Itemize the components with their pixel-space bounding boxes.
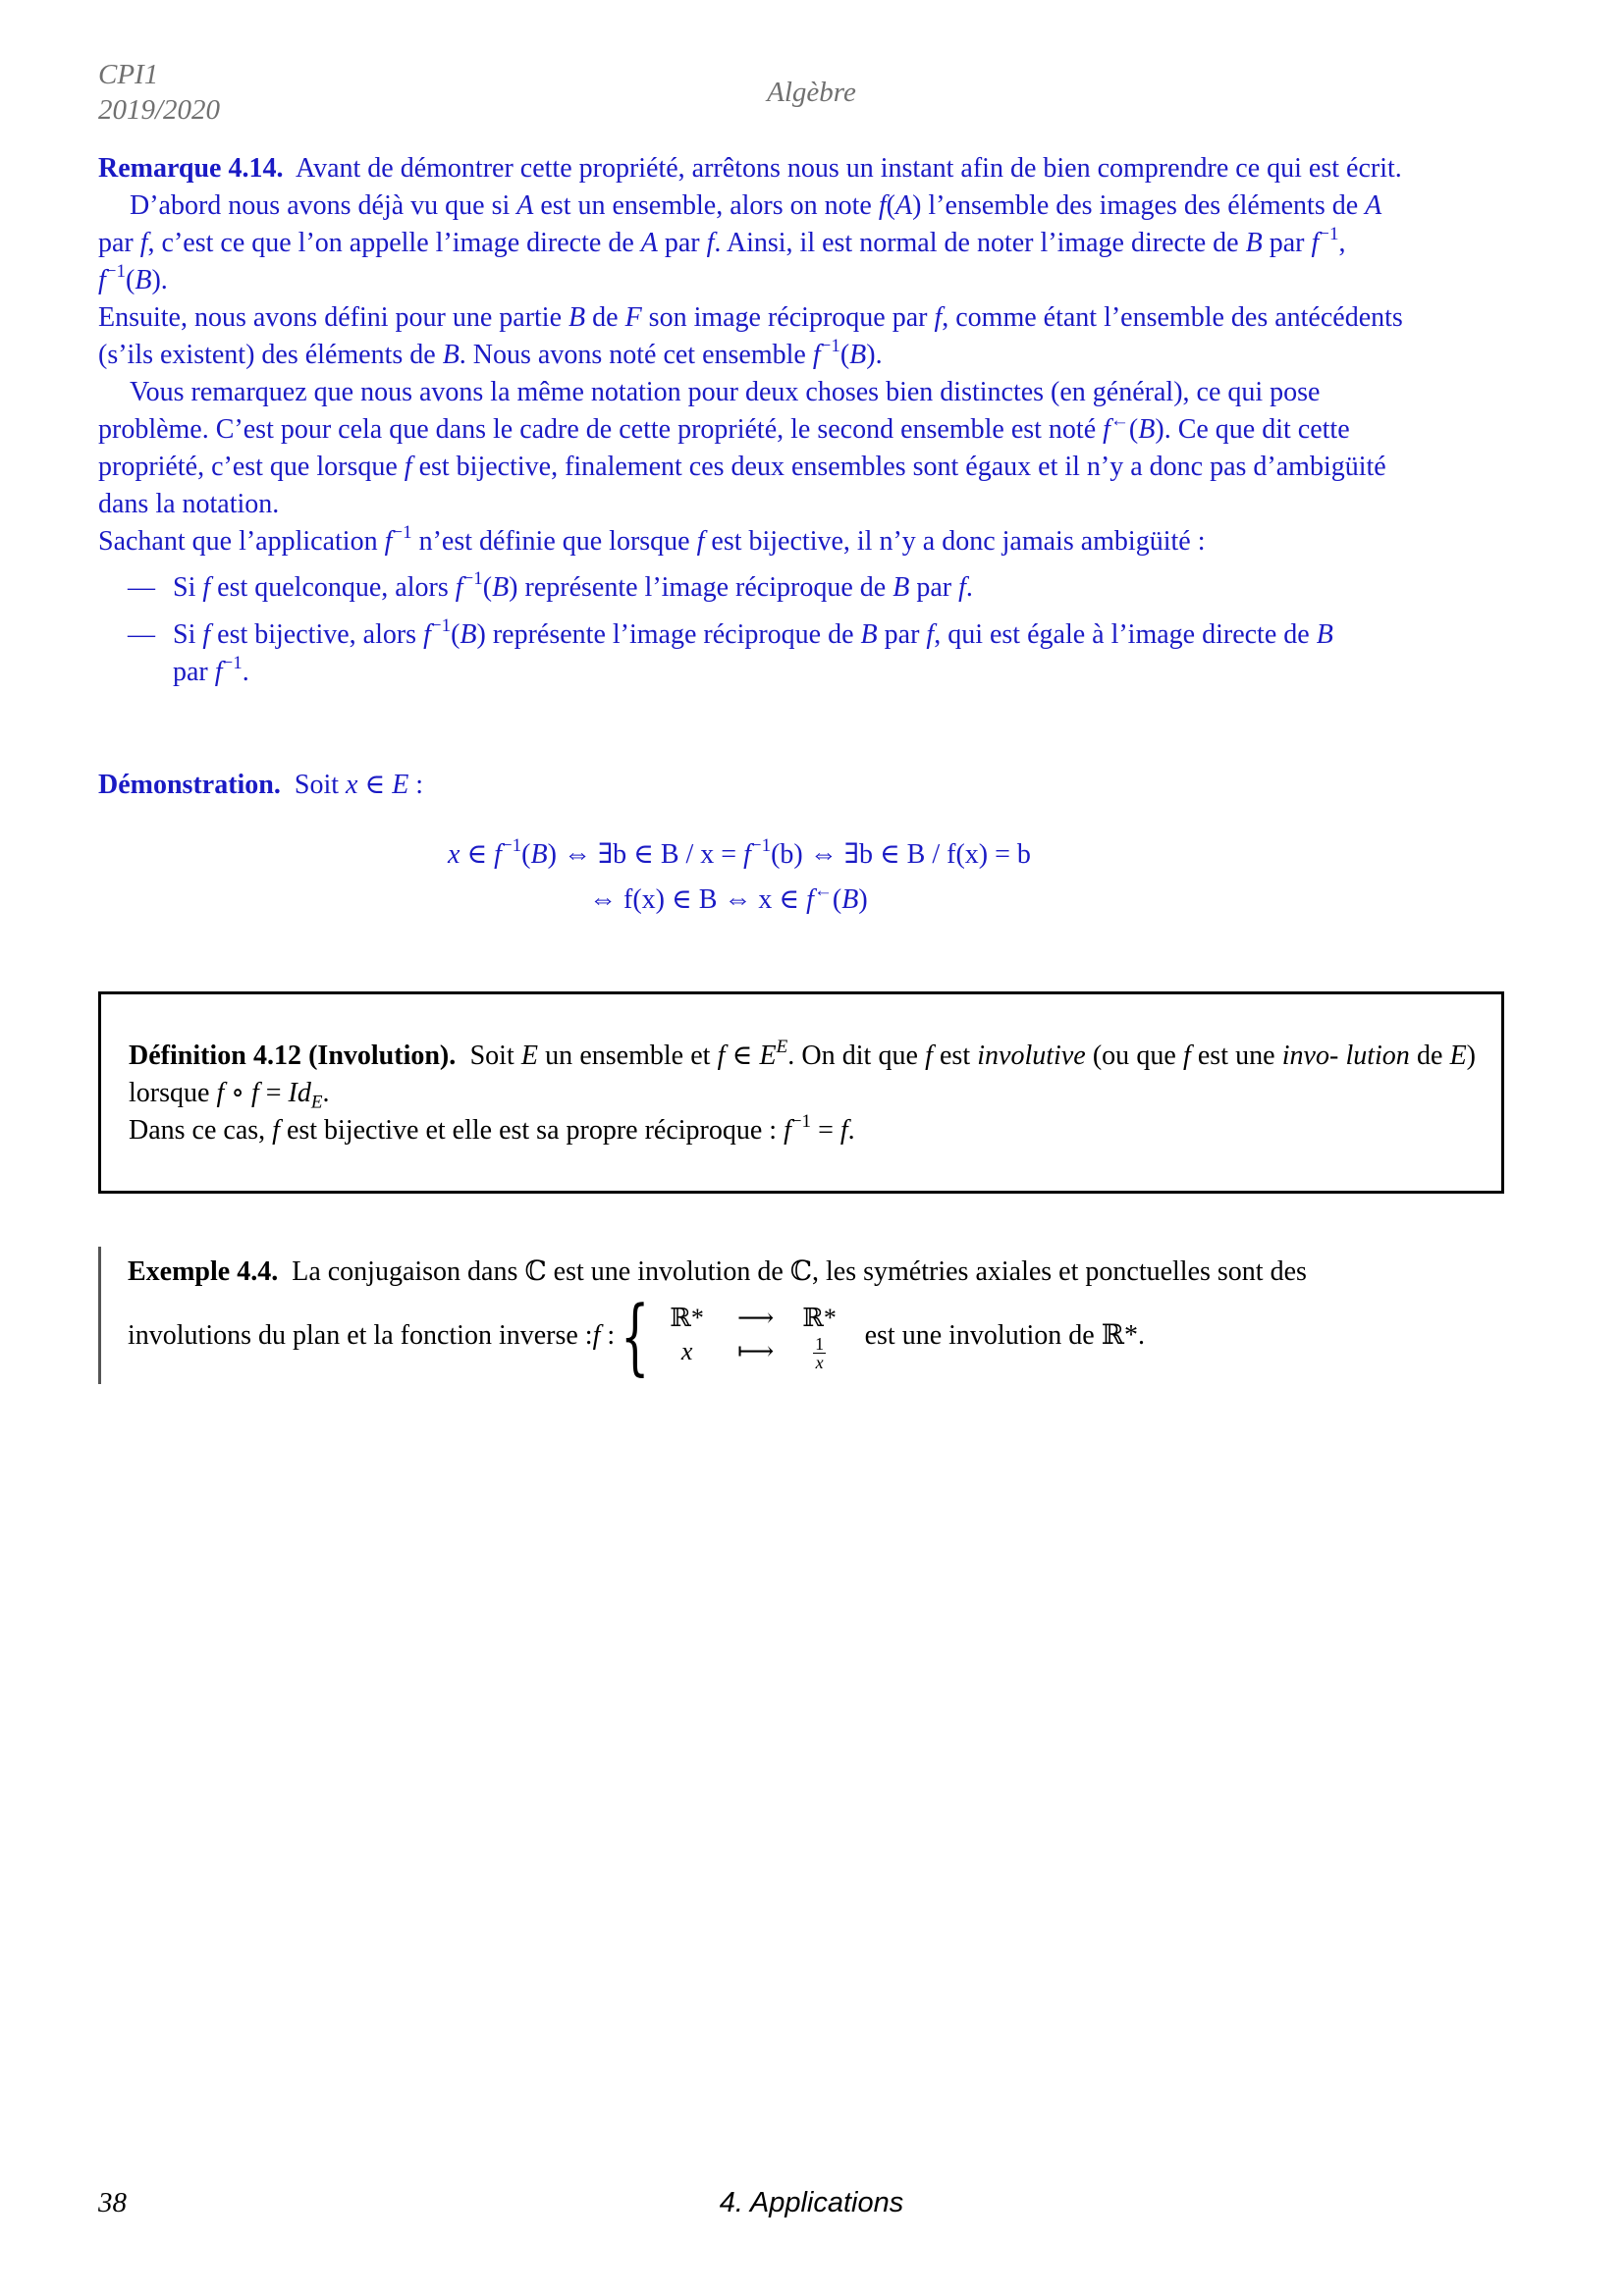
remark-label: Remarque 4.14. [98,153,284,184]
chapter-footer: 4. Applications [719,2187,904,2218]
definition-label: Définition 4.12 (Involution). [129,1041,457,1071]
remark-bullet-list [128,569,1507,701]
remark-block: Remarque 4.14. Avant de démontrer cette propriété, arrêtons nous un instant afin de bien comprendre ce qui est écrit. D’abord nous avons déjà vu que si A est un ensemble, alors on note f(A) l’ensemble des images des éléments de A par f, c’est ce que l’on appelle l’image directe de A par f. Ainsi, il est normal de noter l’image directe de B par $f^{-1}$, $f^{-1}(B)$. Ensuite, nous avons défini pour une partie B de F son image réciproque par f, comme étant l’ensemble des antécédents (s’ils existent) des éléments de B. Nous avons noté cet ensemble $f^{-1}(B)$. Vous remarquez que nous avons la même notation pour deux choses bien distinctes (en général), ce qui pose problème. C’est pour cela que dans le cadre de cette propriété, le second ensemble est noté f←(B). Ce que dit cette propriété, c’est que lorsque f est bijective, finalement ces deux ensembles sont égaux et il n’y a donc pas d’ambigüité dans la notation. Sachant que l’application $f^{-1}$ n’est définie que lorsque f est bijective, il n’y a donc jamais ambigüité : [98,150,1507,561]
example-line-1: La conjugaison dans ℂ est une involution de ℂ, les symétries axiales et ponctuelles sont des [292,1256,1307,1287]
demonstration-label: Démonstration. [98,770,281,800]
remark-p1: D’abord nous avons déjà vu que si A est un ensemble, alors on note f(A) l’ensemble des images des éléments de A [130,190,1382,221]
remark-p2: Ensuite, nous avons défini pour une partie B de F son image réciproque par f, comme étant l’ensemble des antécédents [98,302,1403,333]
remark-p3: Vous remarquez que nous avons la même notation pour deux choses bien distinctes (en général), ce qui pose [130,377,1321,407]
fraction: $\frac{1}{x}$ [815,1333,825,1372]
year-label: 2019/2020 [98,94,221,126]
list-item: — Si f est bijective, alors $f^{-1}(B)$ représente l’image réciproque de B par f, qui est égale à l’image directe de B par $f^{-1}$. [128,614,1333,687]
course-label: CPI1 [98,59,159,90]
example-block [128,1254,1507,1384]
definition-text: Définition 4.12 (Involution). Soit E un ensemble et f ∈ $E^E$. On dit que f est involutive (ou que f est une invo- lution de E) lorsque f ∘ $f = Id_E$. Dans ce cas, f est bijective et elle est sa propre réciproque : $f^{-1} = f$. [129,1036,1476,1146]
equation-line-1: x ∈ $f^{-1}(B)$ ⇔ ∃b ∈ $B / x = f^{-1}(b)$ ⇔ ∃b ∈ B / f(x) = b [448,834,1031,870]
demonstration-intro: Démonstration. Soit x ∈ E : [98,770,424,800]
example-left-rule [98,1247,101,1384]
function-mapping: ℝ* ⟶ ℝ* x ⟼ $\frac{1}{x}$ [658,1302,844,1371]
example-line-2: involutions du plan et la fonction inverse : f : { ℝ* ⟶ ℝ* x ⟼ $\frac{1}{x}$ est une involution de ℝ*. [128,1288,1145,1384]
left-brace-icon: { [621,1288,650,1384]
subject-header: Algèbre [767,77,856,108]
list-item: — Si f est quelconque, alors $f^{-1}(B)$ représente l’image réciproque de B par f. [128,567,973,603]
remark-intro: Avant de démontrer cette propriété, arrêtons nous un instant afin de bien comprendre ce qui est écrit. [295,153,1402,184]
remark-p4: Sachant que l’application $f^{-1}$ n’est définie que lorsque f est bijective, il n’y a donc jamais ambigüité : [98,521,1206,557]
example-label: Exemple 4.4. [128,1256,279,1287]
definition-box [98,991,1504,1194]
page-number: 38 [98,2187,127,2218]
equation-line-2: ⇔ f(x) ∈ B ⇔ x ∈ f←(B) [589,880,868,915]
